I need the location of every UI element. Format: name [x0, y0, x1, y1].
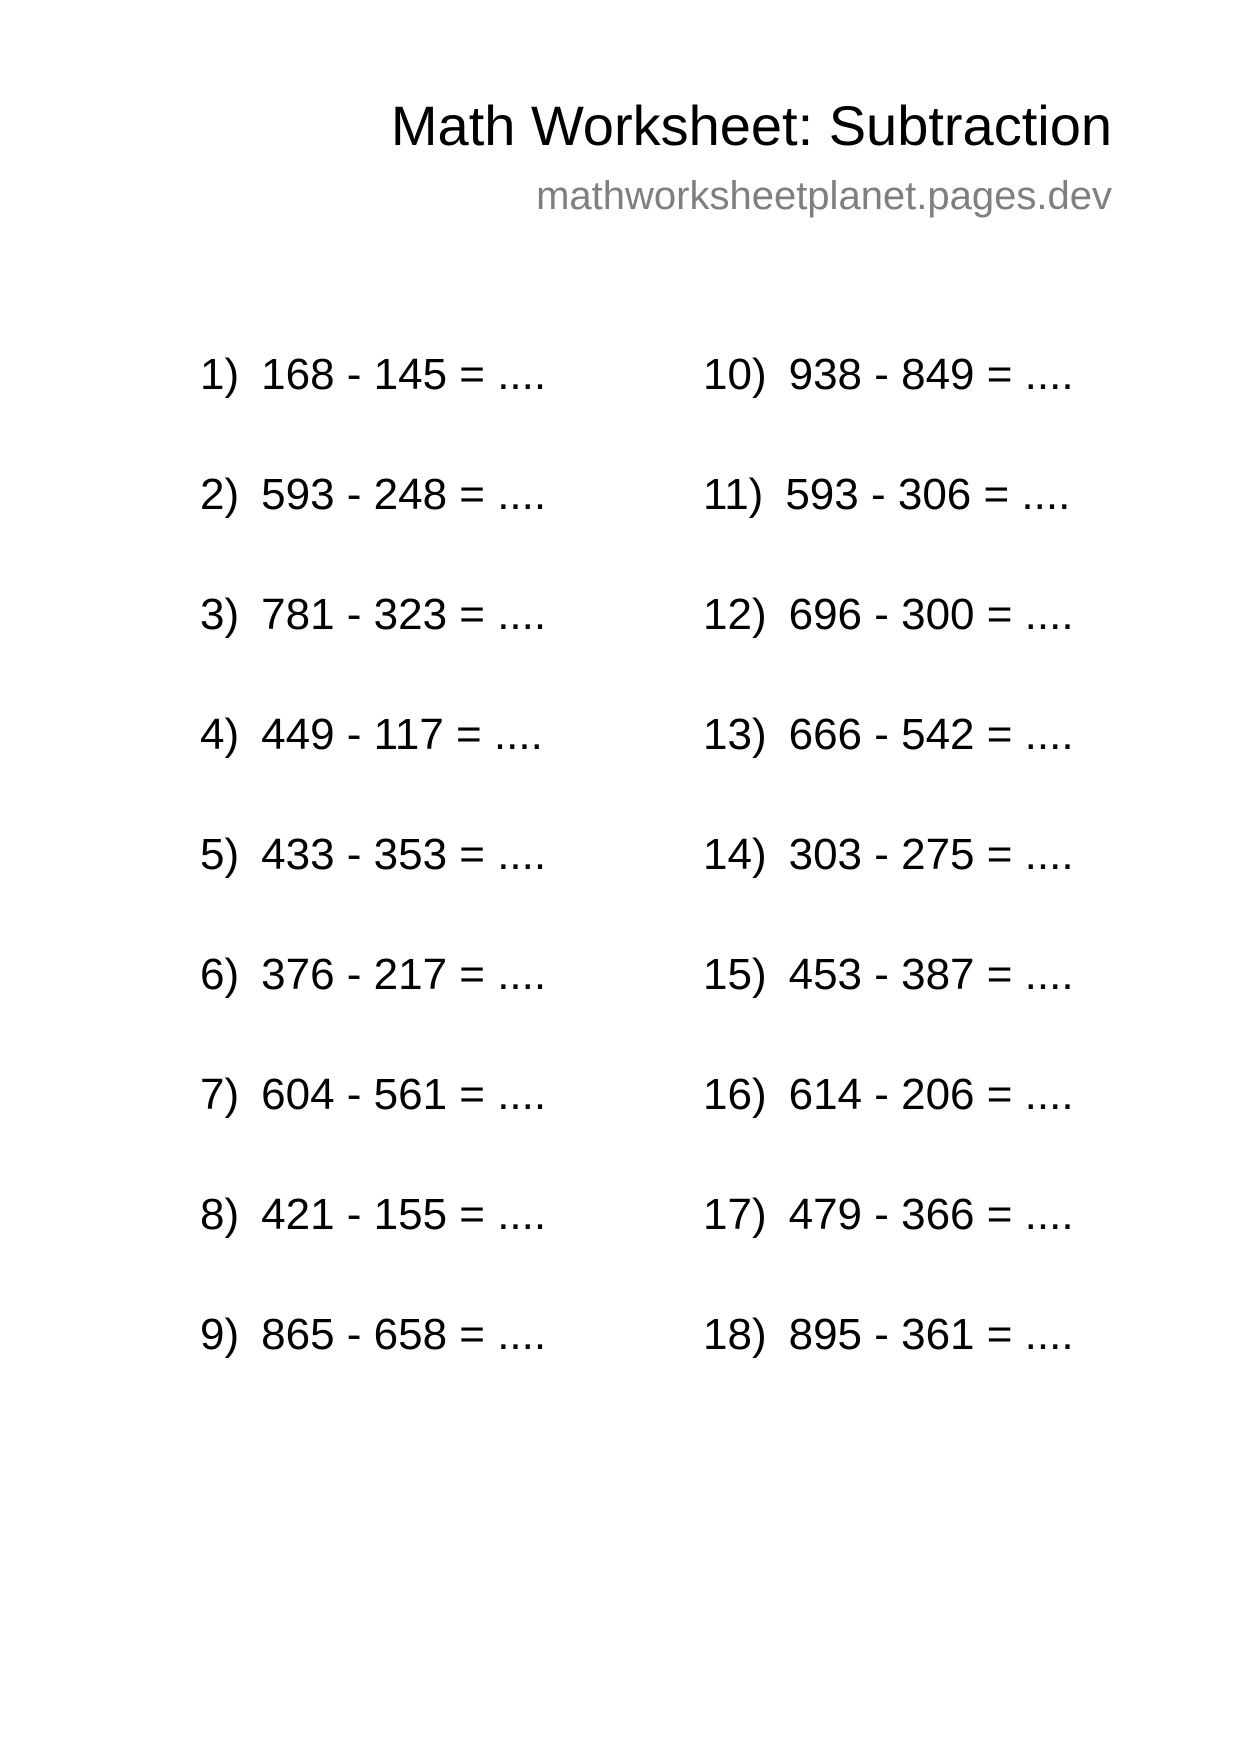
problem-number: 14) — [703, 830, 767, 879]
problem-item — [703, 590, 1074, 710]
problem-item — [200, 350, 546, 470]
problem-number: 18) — [703, 1310, 767, 1359]
problem-number: 16) — [703, 1070, 767, 1119]
problem-number: 17) — [703, 1190, 767, 1239]
problem-number: 9) — [200, 1310, 240, 1359]
problem-number: 6) — [200, 950, 240, 999]
problem-item — [703, 350, 1074, 470]
problem-expression: 604 - 561 = .... — [261, 1070, 547, 1119]
problem-expression: 376 - 217 = .... — [261, 950, 547, 999]
worksheet-header — [390, 94, 1112, 218]
problem-item — [200, 710, 546, 830]
problem-number: 13) — [703, 710, 767, 759]
problem-number: 7) — [200, 1070, 240, 1119]
problem-item — [200, 830, 546, 950]
problem-column-left — [200, 350, 546, 1430]
problem-expression: 593 - 248 = .... — [261, 470, 547, 519]
problem-expression: 453 - 387 = .... — [788, 950, 1074, 999]
problem-expression: 168 - 145 = .... — [261, 350, 547, 399]
problem-number: 11) — [703, 470, 764, 519]
problem-item — [200, 950, 546, 1070]
problem-expression: 696 - 300 = .... — [788, 590, 1074, 639]
problem-item — [200, 470, 546, 590]
problem-item — [200, 1070, 546, 1190]
problem-number: 12) — [703, 590, 767, 639]
problem-item — [200, 1310, 546, 1430]
problem-item — [200, 1190, 546, 1310]
problem-expression: 593 - 306 = .... — [785, 470, 1071, 519]
problem-expression: 433 - 353 = .... — [261, 830, 547, 879]
problem-expression: 865 - 658 = .... — [261, 1310, 547, 1359]
problem-item — [703, 950, 1074, 1070]
problem-number: 1) — [200, 350, 240, 399]
problem-number: 10) — [703, 350, 767, 399]
problem-item — [703, 830, 1074, 950]
problem-expression: 449 - 117 = .... — [261, 710, 543, 759]
problem-number: 4) — [200, 710, 240, 759]
problem-item — [703, 1070, 1074, 1190]
problem-expression: 781 - 323 = .... — [261, 590, 547, 639]
problem-item — [703, 710, 1074, 830]
problem-item — [703, 1190, 1074, 1310]
problem-expression: 614 - 206 = .... — [788, 1070, 1074, 1119]
problem-number: 15) — [703, 950, 767, 999]
problem-column-right — [703, 350, 1074, 1430]
problem-item — [200, 590, 546, 710]
problem-item — [703, 1310, 1074, 1430]
problem-expression: 303 - 275 = .... — [788, 830, 1074, 879]
problem-expression: 421 - 155 = .... — [261, 1190, 547, 1239]
problem-number: 2) — [200, 470, 240, 519]
problem-number: 8) — [200, 1190, 240, 1239]
page-title: Math Worksheet: Subtraction — [390, 94, 1112, 157]
problem-expression: 938 - 849 = .... — [788, 350, 1074, 399]
problem-expression: 666 - 542 = .... — [788, 710, 1074, 759]
problem-item — [703, 470, 1074, 590]
problem-expression: 479 - 366 = .... — [788, 1190, 1074, 1239]
problem-expression: 895 - 361 = .... — [788, 1310, 1074, 1359]
site-url: mathworksheetplanet.pages.dev — [536, 174, 1112, 218]
problem-number: 5) — [200, 830, 240, 879]
problem-number: 3) — [200, 590, 240, 639]
